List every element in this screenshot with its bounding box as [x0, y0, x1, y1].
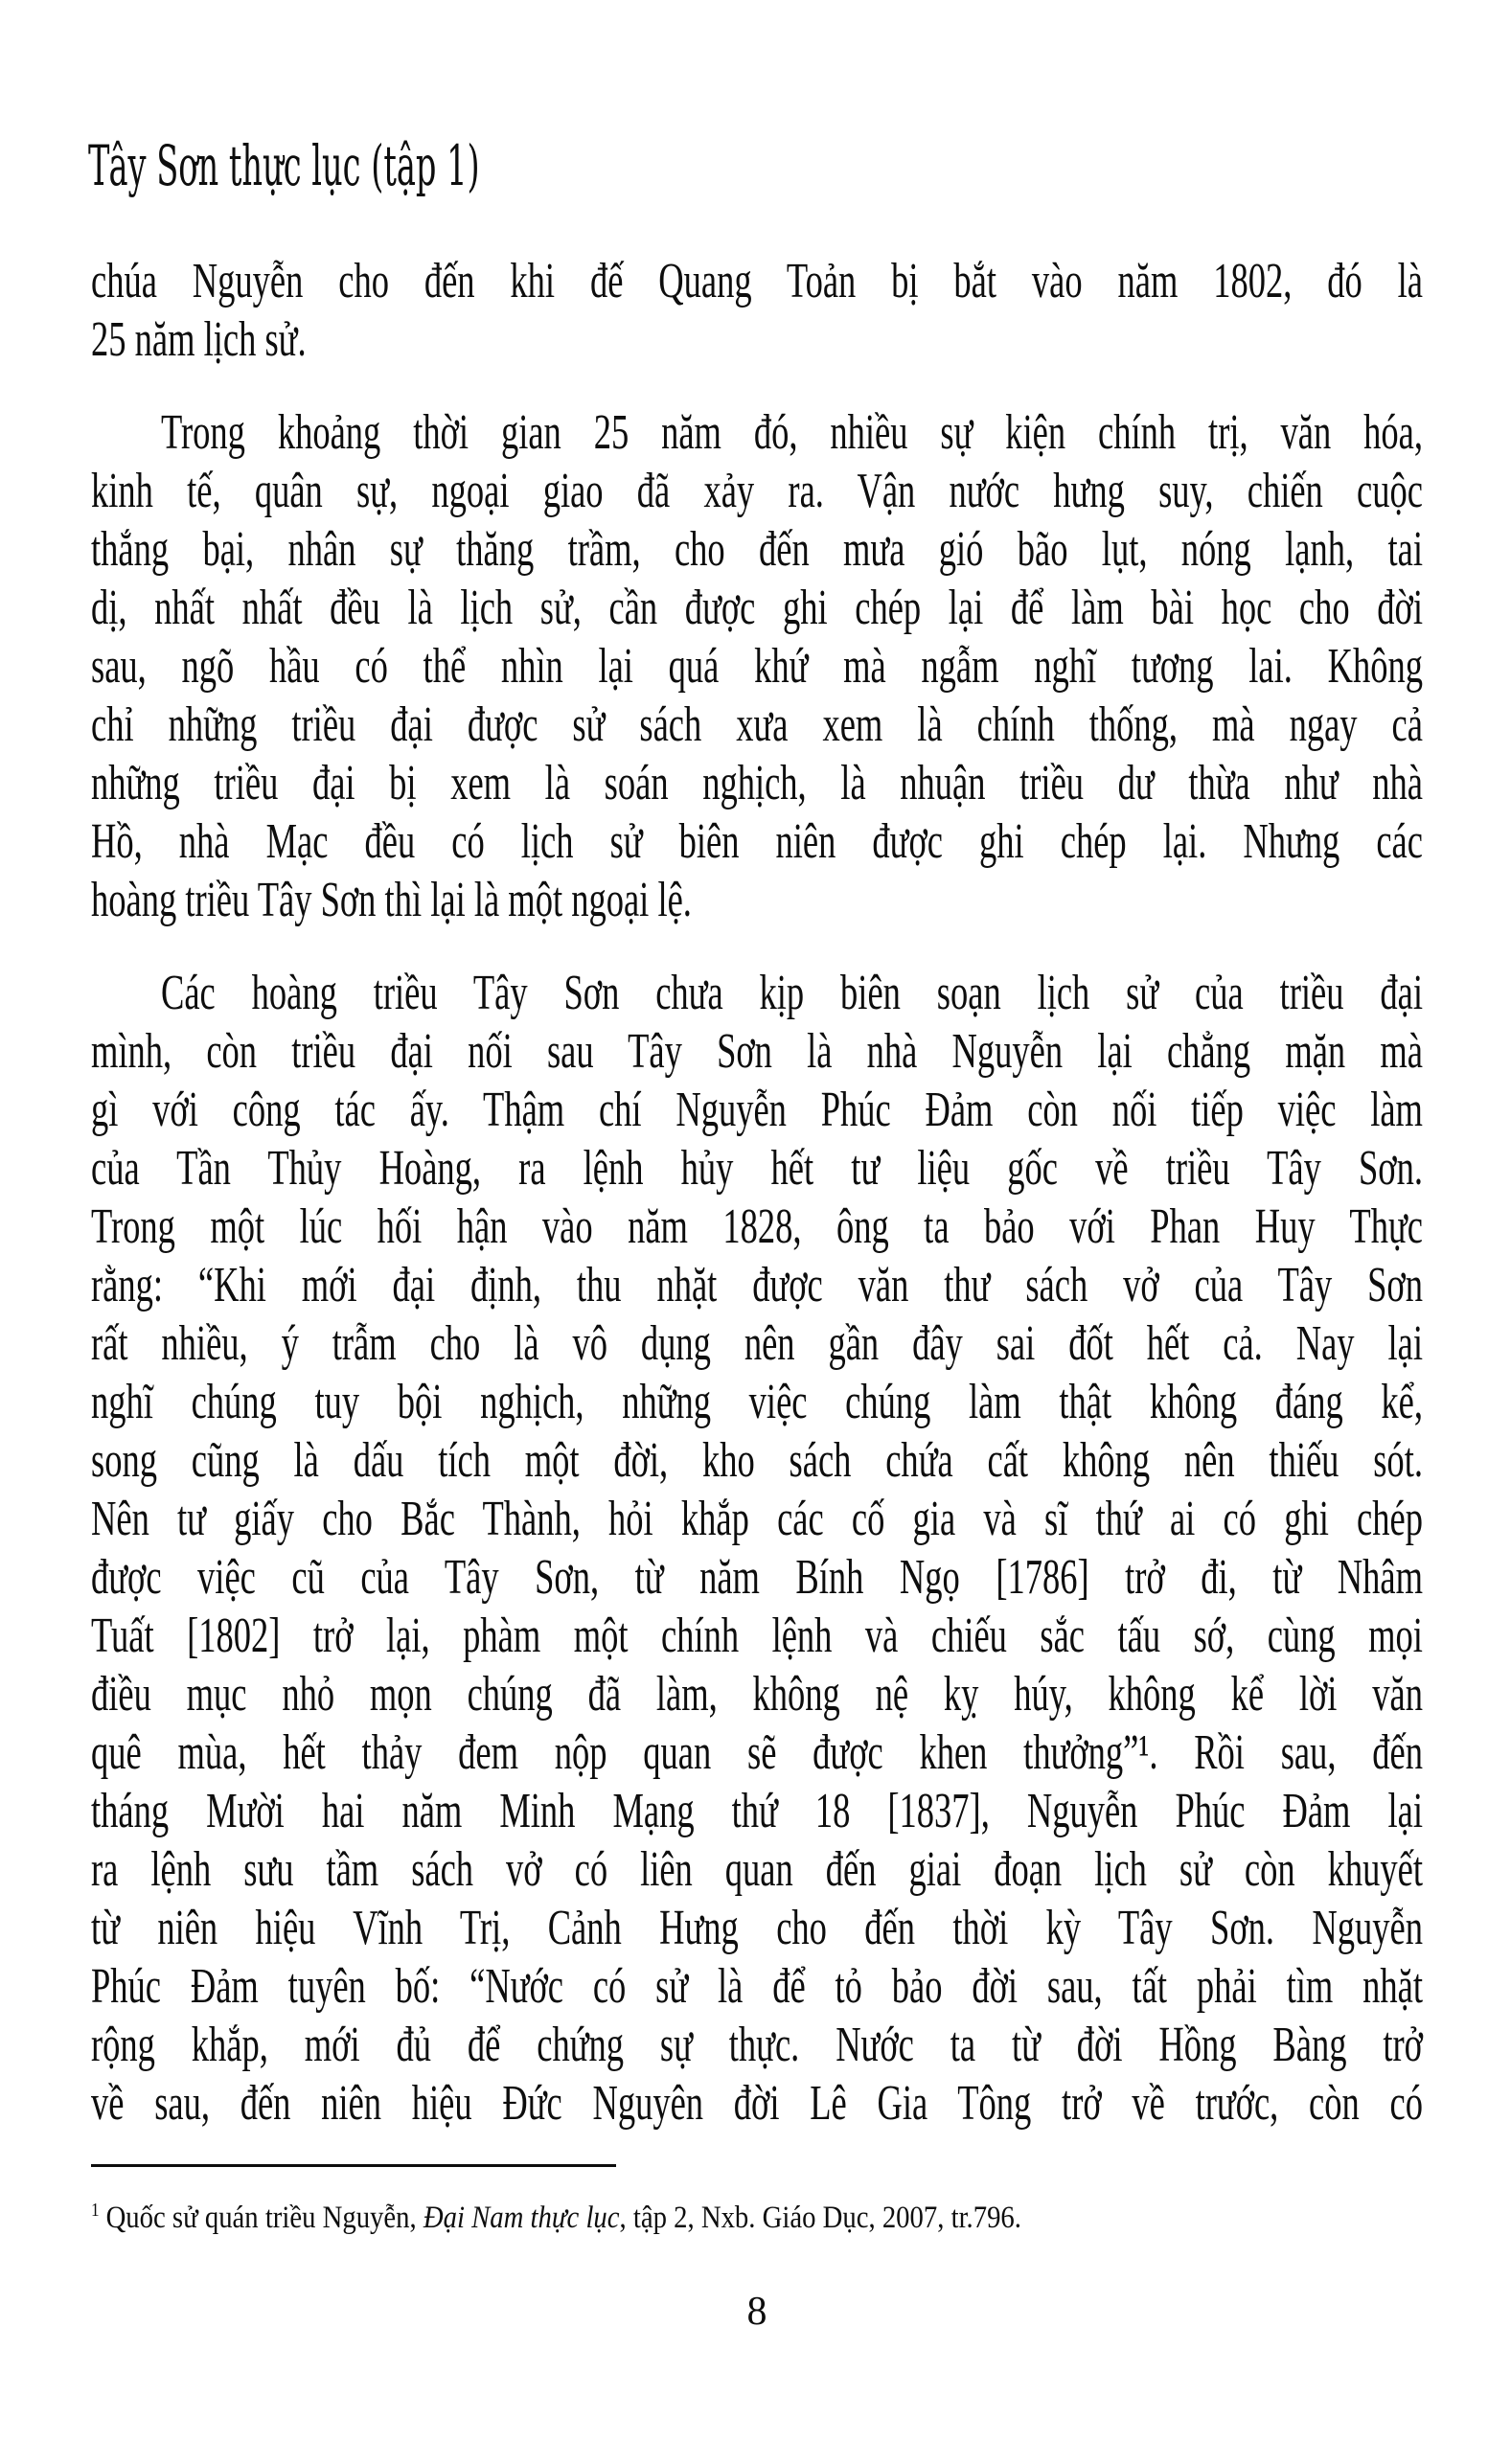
text-line: mình, còn triều đại nối sau Tây Sơn là nhà Nguyễn lại chẳng mặn mà — [91, 1024, 1423, 1079]
text-line: những triều đại bị xem là soán nghịch, là nhuận triều dư thừa như nhà — [91, 756, 1423, 810]
footnote-source: Quốc sử quán triều Nguyễn, — [105, 2201, 424, 2235]
text-line: hoàng triều Tây Sơn thì lại là một ngoại lệ. — [91, 873, 692, 927]
text-line: Tuất [1802] trở lại, phàm một chính lệnh và chiếu sắc tấu sớ, cùng mọi — [91, 1608, 1423, 1663]
text-line: Trong một lúc hối hận vào năm 1828, ông ta bảo với Phan Huy Thực — [91, 1199, 1423, 1254]
text-line: dị, nhất nhất đều là lịch sử, cần được ghi chép lại để làm bài học cho đời — [91, 581, 1423, 635]
text-line: quê mùa, hết thảy đem nộp quan sẽ được khen thưởng”¹. Rồi sau, đến — [91, 1725, 1423, 1780]
text-line: thắng bại, nhân sự thăng trầm, cho đến mưa gió bão lụt, nóng lạnh, tai — [91, 522, 1423, 577]
footnote-marker: 1 — [91, 2200, 100, 2221]
text-line: song cũng là dấu tích một đời, kho sách chứa cất không nên thiếu sót. — [91, 1433, 1423, 1488]
text-line: rất nhiều, ý trẫm cho là vô dụng nên gần đây sai đốt hết cả. Nay lại — [91, 1316, 1423, 1371]
text-line: 25 năm lịch sử. — [91, 312, 307, 367]
paragraph — [91, 964, 1423, 2133]
text-line: nghĩ chúng tuy bội nghịch, những việc chúng làm thật không đáng kể, — [91, 1375, 1423, 1429]
text-line: rằng: “Khi mới đại định, thu nhặt được văn thư sách vở của Tây Sơn — [91, 1258, 1423, 1312]
footnote-citation: , tập 2, Nxb. Giáo Dục, 2007, tr.796. — [619, 2201, 1021, 2235]
text-line: chúa Nguyễn cho đến khi đế Quang Toản bị bắt vào năm 1802, đó là — [91, 254, 1423, 308]
footnote — [91, 2189, 1425, 2239]
paragraph — [91, 403, 1423, 929]
text-line: Nên tư giấy cho Bắc Thành, hỏi khắp các cố gia và sĩ thứ ai có ghi chép — [91, 1492, 1423, 1546]
text-line: Trong khoảng thời gian 25 năm đó, nhiều sự kiện chính trị, văn hóa, — [161, 405, 1423, 460]
text-line: Phúc Đảm tuyên bố: “Nước có sử là để tỏ bảo đời sau, tất phải tìm nhặt — [91, 1959, 1423, 2014]
text-line: rộng khắp, mới đủ để chứng sự thực. Nước ta từ đời Hồng Bàng trở — [91, 2018, 1423, 2072]
body-text — [91, 252, 1423, 2133]
text-line: từ niên hiệu Vĩnh Trị, Cảnh Hưng cho đến thời kỳ Tây Sơn. Nguyễn — [91, 1901, 1423, 1955]
footnote-title: Đại Nam thực lục — [423, 2201, 620, 2235]
paragraph — [91, 252, 1423, 369]
text-line: Hồ, nhà Mạc đều có lịch sử biên niên được ghi chép lại. Nhưng các — [91, 814, 1423, 869]
text-line: chỉ những triều đại được sử sách xưa xem là chính thống, mà ngay cả — [91, 697, 1423, 752]
text-line: sau, ngõ hầu có thể nhìn lại quá khứ mà ngẫm nghĩ tương lai. Không — [91, 639, 1423, 694]
footnote-separator — [91, 2164, 616, 2167]
text-line: gì với công tác ấy. Thậm chí Nguyễn Phúc Đảm còn nối tiếp việc làm — [91, 1083, 1423, 1137]
text-line: về sau, đến niên hiệu Đức Nguyên đời Lê Gia Tông trở về trước, còn có — [91, 2076, 1423, 2131]
page-number: 8 — [746, 2290, 767, 2334]
text-line: ra lệnh sưu tầm sách vở có liên quan đến giai đoạn lịch sử còn khuyết — [91, 1842, 1423, 1897]
text-line: điều mục nhỏ mọn chúng đã làm, không nệ kỵ húy, không kể lời văn — [91, 1667, 1423, 1722]
text-line: kinh tế, quân sự, ngoại giao đã xảy ra. Vận nước hưng suy, chiến cuộc — [91, 464, 1423, 518]
text-line: của Tần Thủy Hoàng, ra lệnh hủy hết tư liệu gốc về triều Tây Sơn. — [91, 1141, 1423, 1196]
text-line: được việc cũ của Tây Sơn, từ năm Bính Ngọ [1786] trở đi, từ Nhâm — [91, 1550, 1423, 1605]
running-header: Tây Sơn thực lục (tập 1) — [88, 133, 480, 198]
text-line: tháng Mười hai năm Minh Mạng thứ 18 [1837], Nguyễn Phúc Đảm lại — [91, 1784, 1423, 1838]
text-line: Các hoàng triều Tây Sơn chưa kịp biên soạn lịch sử của triều đại — [161, 966, 1423, 1020]
